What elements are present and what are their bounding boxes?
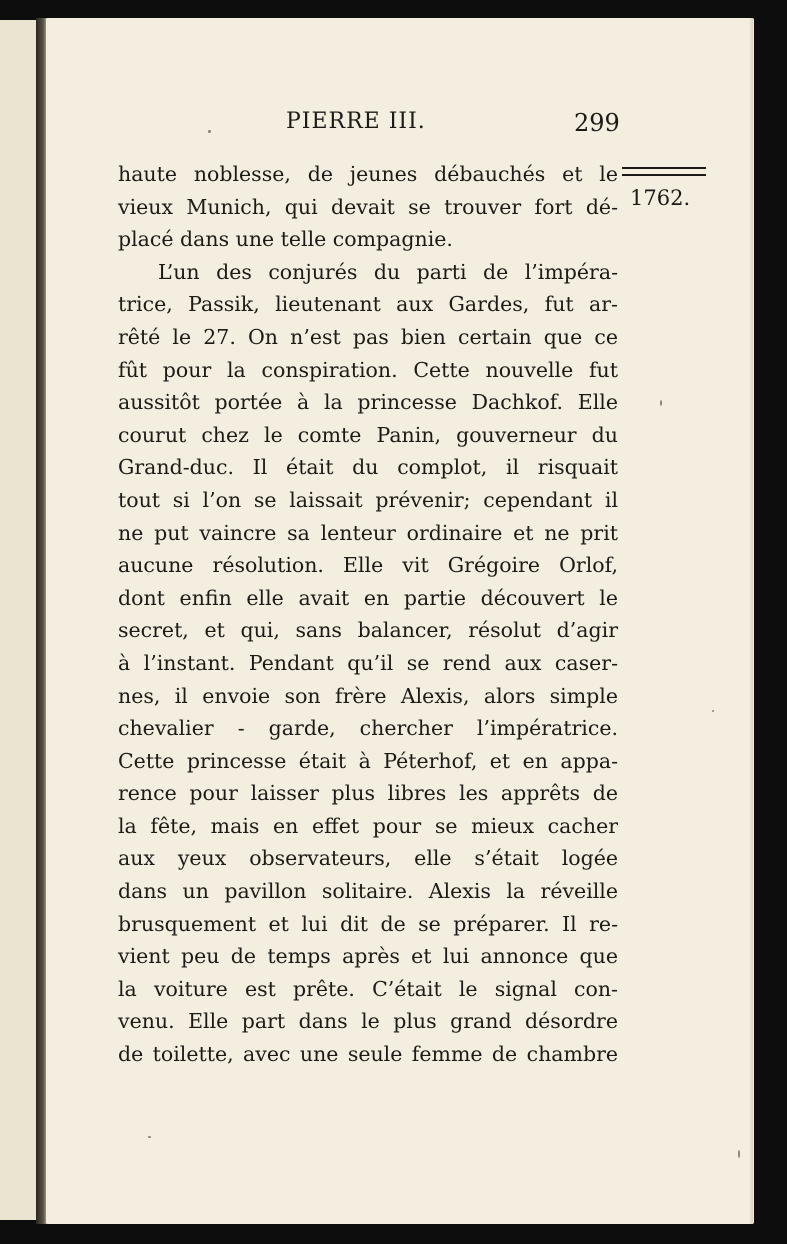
text-line: haute noblesse, de jeunes débauchés et le xyxy=(118,162,618,186)
text-line: dans un pavillon solitaire. Alexis la réveille xyxy=(118,879,618,904)
text-line: ne put vaincre sa lenteur ordinaire et ne prit xyxy=(118,520,618,545)
text-line: secret, et qui, sans balancer, résolut d’agir xyxy=(118,618,618,643)
text-line: courut chez le comte Panin, gouverneur du xyxy=(118,422,618,447)
text-line: tout si l’on se laissait prévenir; cependant il xyxy=(118,487,618,512)
text-line: rence pour laisser plus libres les apprêts de xyxy=(118,781,618,806)
text-line: Grand-duc. Il était du complot, il risquait xyxy=(118,455,618,480)
text-line: aucune résolution. Elle vit Grégoire Orlof, xyxy=(118,553,618,578)
text-line: L’un des conjurés du parti de l’impéra- xyxy=(158,259,618,284)
paper-speck xyxy=(738,1150,740,1158)
facing-page-edge xyxy=(0,20,38,1220)
text-line: aux yeux observateurs, elle s’était logée xyxy=(118,846,618,871)
running-title: PIERRE III. xyxy=(286,109,426,134)
text-line: aussitôt portée à la princesse Dachkof. Elle xyxy=(118,390,618,415)
body-text xyxy=(118,158,618,1071)
text-line: à l’instant. Pendant qu’il se rend aux caser- xyxy=(118,650,618,675)
text-line: venu. Elle part dans le plus grand désordre xyxy=(118,1009,618,1034)
text-line: brusquement et lui dit de se préparer. Il re- xyxy=(118,911,618,936)
text-line: de toilette, avec une seule femme de chambre xyxy=(118,1042,618,1067)
paper-speck xyxy=(208,130,211,133)
margin-rule xyxy=(622,167,706,176)
paper-speck xyxy=(660,400,662,406)
text-line: vieux Munich, qui devait se trouver fort dé- xyxy=(118,194,618,219)
page-number: 299 xyxy=(574,109,620,137)
text-line: Cette princesse était à Péterhof, et en appa- xyxy=(118,748,618,773)
text-line: la voiture est prête. C’était le signal con- xyxy=(118,976,618,1001)
text-line: la fête, mais en effet pour se mieux cacher xyxy=(118,813,618,838)
text-line: nes, il envoie son frère Alexis, alors simple xyxy=(118,683,618,708)
running-header xyxy=(0,103,787,143)
text-line: placé dans une telle compagnie. xyxy=(118,227,453,252)
page-edge-shadow xyxy=(749,18,753,1224)
paper-speck xyxy=(148,1136,151,1138)
text-line: trice, Passik, lieutenant aux Gardes, fut ar- xyxy=(118,292,618,317)
text-line: rêté le 27. On n’est pas bien certain que ce xyxy=(118,324,618,349)
paper-speck xyxy=(712,710,714,712)
text-line: vient peu de temps après et lui annonce que xyxy=(118,944,618,969)
text-line: fût pour la conspiration. Cette nouvelle fut xyxy=(118,357,618,382)
margin-year-note: 1762. xyxy=(630,186,691,210)
text-line: dont enfin elle avait en partie découvert le xyxy=(118,585,618,610)
text-line: chevalier - garde, chercher l’impératrice. xyxy=(118,716,618,741)
